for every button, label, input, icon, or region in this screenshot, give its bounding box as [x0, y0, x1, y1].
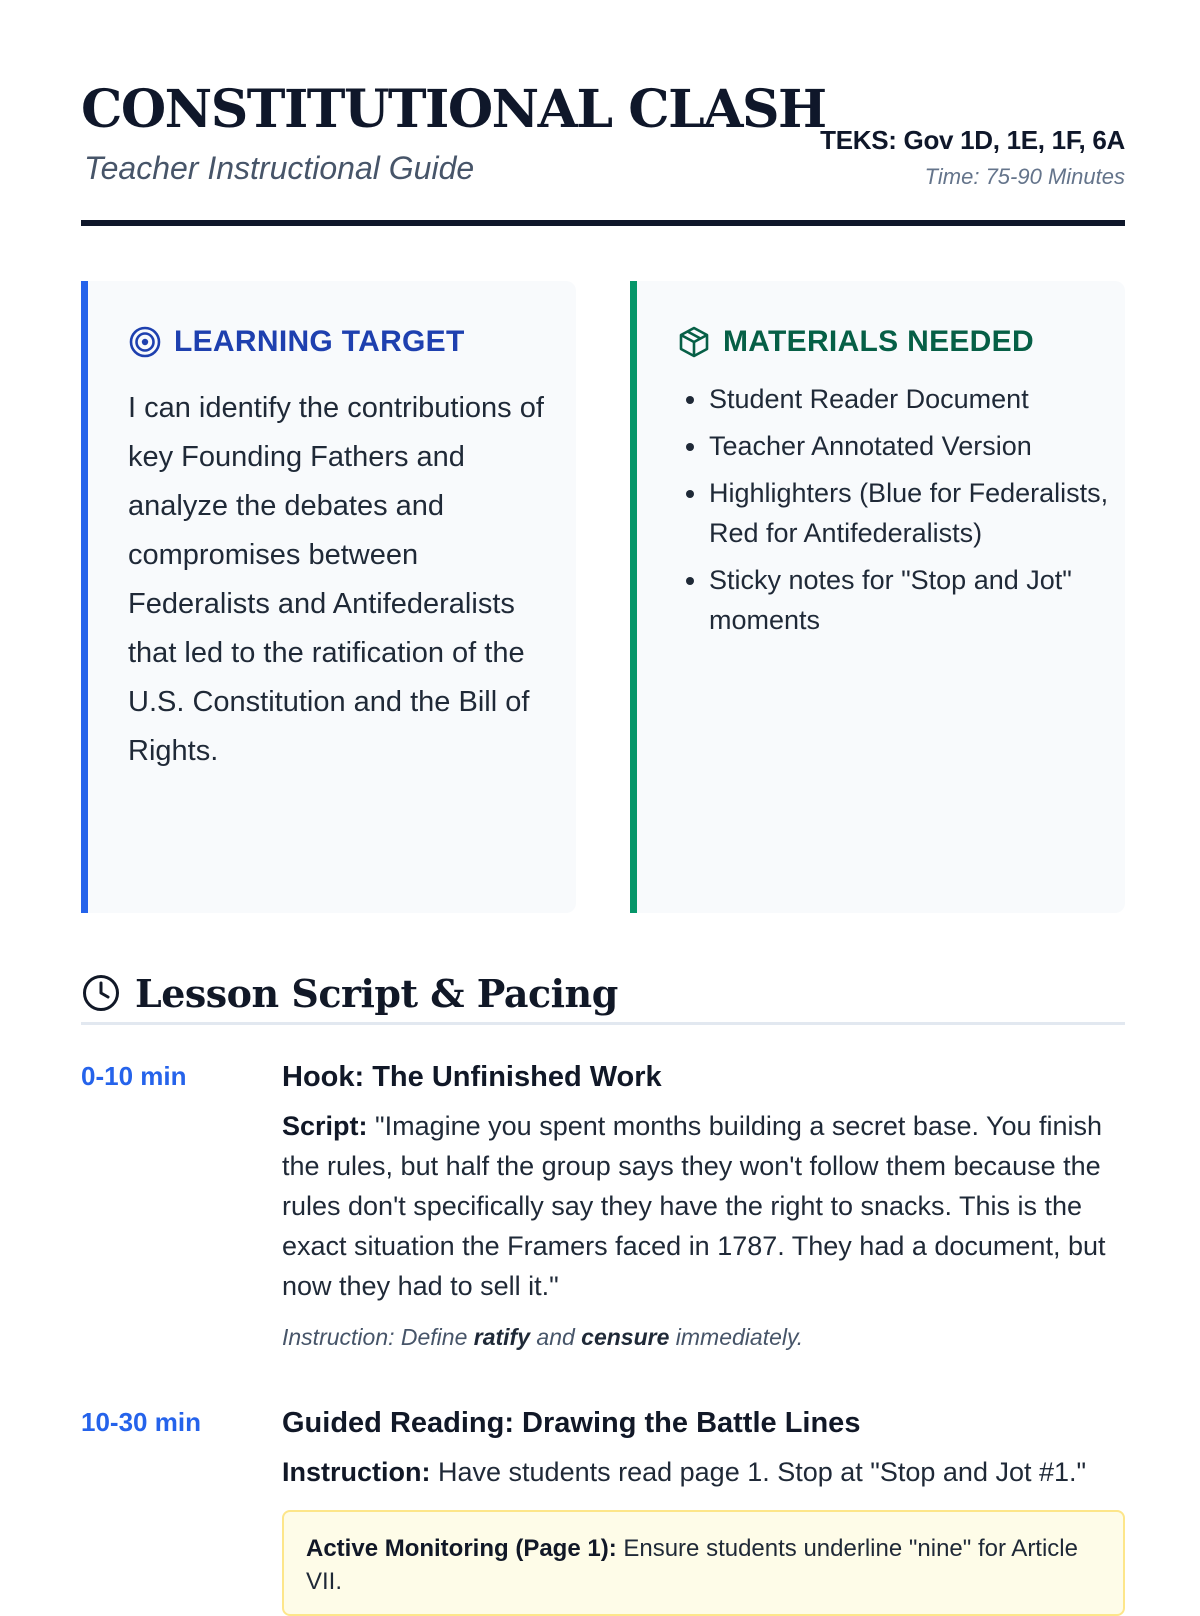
materials-heading	[677, 325, 1034, 359]
list-item: • Teacher Annotated Version	[709, 426, 1129, 466]
step-title: Guided Reading: Drawing the Battle Lines	[282, 1407, 861, 1439]
page-header	[81, 0, 1125, 228]
instruction-text: Have students read page 1. Stop at "Stop and Jot #1."	[430, 1457, 1087, 1487]
lesson-heading	[81, 970, 1125, 1016]
script-text: "Imagine you spent months building a secret base. You finish the rules, but half the group says they won't follow them because the rules don't specifically say they have the right to snacks. This is the exact situation the Framers faced in 1787. They had a document, but now they had to sell it."	[282, 1111, 1106, 1301]
active-monitoring-callout	[282, 1510, 1125, 1616]
step-instruction	[282, 1452, 1125, 1492]
step-body	[282, 1063, 1125, 1349]
info-cards	[81, 281, 1125, 913]
monitor-text: Ensure students underline "nine" for Article VII.	[306, 1535, 1078, 1595]
lesson-title: Lesson Script & Pacing	[135, 970, 618, 1016]
script-label: Script:	[282, 1111, 368, 1141]
box-icon	[677, 325, 711, 359]
vocab-term: ratify	[473, 1324, 531, 1350]
materials-card	[630, 281, 1125, 913]
instruction-label: Instruction:	[282, 1457, 431, 1487]
lesson-script-section	[81, 970, 1125, 1616]
monitor-label: Active Monitoring (Page 1):	[306, 1535, 617, 1562]
clock-icon	[81, 973, 121, 1013]
page-title: CONSTITUTIONAL CLASH	[81, 79, 826, 140]
instruction-prefix: Instruction: Define	[282, 1324, 474, 1350]
materials-title: MATERIALS NEEDED	[723, 325, 1034, 358]
vocab-term: censure	[581, 1324, 670, 1350]
lesson-guide-page	[81, 0, 1125, 1595]
lesson-divider	[81, 1022, 1125, 1025]
materials-list	[677, 379, 1129, 647]
step-script	[282, 1106, 1125, 1306]
learning-target-title: LEARNING TARGET	[174, 325, 465, 358]
list-item: • Highlighters (Blue for Federalists, Red for Antifederalists)	[709, 473, 1129, 553]
page-subtitle: Teacher Instructional Guide	[84, 150, 475, 186]
step-time: 0-10 min	[81, 1061, 187, 1091]
target-icon	[128, 325, 162, 359]
learning-target-card	[81, 281, 576, 913]
lesson-step	[81, 1409, 1125, 1616]
step-instruction	[282, 1326, 1125, 1349]
teks-standards: TEKS: Gov 1D, 1E, 1F, 6A	[820, 125, 1125, 155]
learning-target-heading	[128, 325, 465, 359]
step-title: Hook: The Unfinished Work	[282, 1061, 662, 1093]
step-time: 10-30 min	[81, 1407, 201, 1437]
lesson-step	[81, 1063, 1125, 1349]
instruction-suffix: immediately.	[669, 1324, 804, 1350]
step-body	[282, 1409, 1125, 1616]
learning-target-text: I can identify the contributions of key Founding Fathers and analyze the debates and compromises between Federalists and Antifederalists that led to the ratification of the U.S. Constitution and the Bill of Rights.	[128, 392, 544, 767]
time-estimate: Time: 75-90 Minutes	[924, 164, 1125, 189]
header-divider	[81, 220, 1125, 226]
instruction-joiner: and	[530, 1324, 582, 1350]
list-item: • Student Reader Document	[709, 379, 1129, 419]
list-item: • Sticky notes for "Stop and Jot" moments	[709, 560, 1129, 640]
